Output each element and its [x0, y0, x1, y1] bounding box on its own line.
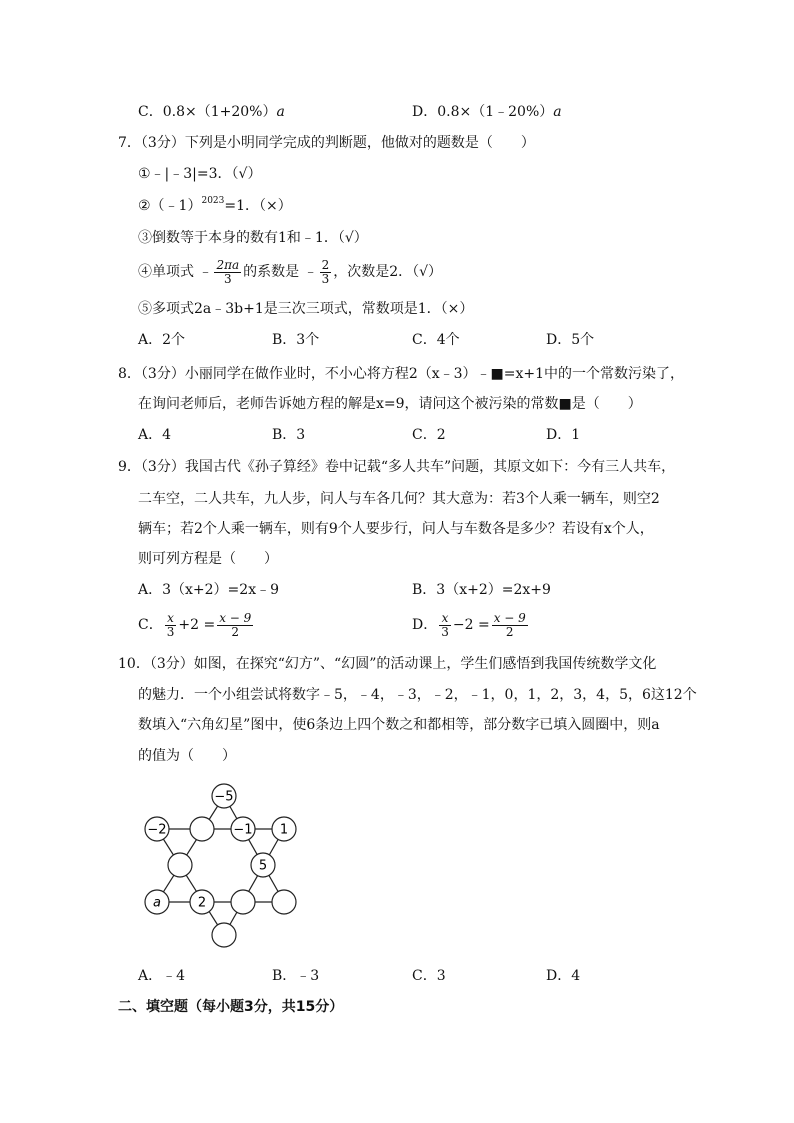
- q7-item-4-prefix: ④单项式 ﹣: [138, 264, 213, 280]
- q7-item-4-den-2: 3: [321, 271, 330, 286]
- edge-upper-right: [224, 796, 284, 902]
- q6-option-d-text: D．0.8×（1﹣20%）: [412, 104, 554, 120]
- q9-option-d: [412, 610, 530, 640]
- edge-upper-left: [157, 796, 224, 902]
- q7-option-a: A．2个: [138, 332, 186, 348]
- q7-item-3: ③倒数等于本身的数有1和﹣1．（√）: [138, 230, 368, 246]
- q10-line-1: 10．（3分）如图，在探究“幻方”、“幻圆”的活动课上，学生们感悟到我国传统数学文化: [118, 656, 657, 672]
- q7-stem: 7．（3分）下列是小明同学完成的判断题，他做对的题数是（ ）: [118, 135, 535, 151]
- q9-option-d-den-1: 3: [441, 624, 449, 639]
- q9-option-c-label: C．: [138, 617, 163, 633]
- q7-option-c: C．4个: [412, 332, 460, 348]
- q9-option-c-frac-2: [217, 612, 253, 639]
- q9-line-1: 9．（3分）我国古代《孙子算经》卷中记载“多人共车”问题，其原文如下：今有三人共车，: [118, 459, 676, 475]
- hexagram-node-circle: [231, 890, 255, 914]
- q10-line-2: 的魅力．一个小组尝试将数字﹣5，﹣4，﹣3，﹣2，﹣1，0，1，2，3，4，5，6这12个: [138, 687, 697, 703]
- q9-line-2: 二车空，二人共车，九人步，问人与车各几何？其大意为：若3个人乘一辆车，则空2: [138, 491, 660, 507]
- q10-option-b: B．﹣3: [272, 968, 320, 984]
- q9-line-4: 则可列方程是（ ）: [138, 551, 278, 567]
- hexagram-node-label: 2: [197, 895, 207, 911]
- q8-option-c: C．2: [412, 427, 446, 443]
- q9-option-c-num-2: x − 9: [219, 610, 252, 625]
- q7-item-4-fraction-1: [214, 259, 241, 286]
- hexagram-node-circle: [212, 923, 236, 947]
- q7-item-4-num-1: 2πa: [216, 257, 240, 272]
- q9-option-d-label: D．: [412, 617, 438, 633]
- q6-option-c-text: C．0.8×（1+20%）: [138, 104, 277, 120]
- q9-option-c-den-1: 3: [166, 624, 175, 639]
- q7-item-4-num-2: 2: [321, 257, 330, 272]
- q8-option-b: B．3: [272, 427, 306, 443]
- q7-item-5: ⑤多项式2a﹣3b+1是三次三项式，常数项是1．（×）: [138, 301, 474, 317]
- q7-item-4-den-1: 3: [223, 271, 232, 286]
- q9-option-d-frac-2: [492, 612, 528, 639]
- hexagram-node-label: a: [153, 895, 161, 911]
- q10-line-3: 数填入“六角幻星”图中，使6条边上四个数之和都相等，部分数字已填入圆圈中，则a: [138, 717, 660, 733]
- q9-option-a: A．3（x+2）=2x﹣9: [138, 582, 279, 598]
- q7-item-4-suffix: ，次数是2．（√）: [333, 264, 443, 280]
- hexagram-node-circle: [272, 890, 296, 914]
- q10-option-c: C．3: [412, 968, 446, 984]
- q10-line-4: 的值为（ ）: [138, 748, 236, 764]
- hexagram-node-circle: [190, 817, 214, 841]
- q7-item-2-base: ②（﹣1）: [138, 198, 202, 214]
- q9-option-b: B．3（x+2）=2x+9: [412, 582, 551, 598]
- hexagram-node-label: −1: [233, 822, 253, 838]
- hexagram-node-label: 1: [279, 822, 289, 838]
- q9-option-d-frac-1: [439, 612, 451, 639]
- q7-item-4-fraction-2: [320, 259, 332, 286]
- hexagram-node-circle: [168, 853, 192, 877]
- hexagram-node-label: −2: [147, 822, 167, 838]
- q8-line-2: 在询问老师后，老师告诉她方程的解是x=9，请问这个被污染的常数■是（ ）: [138, 396, 642, 412]
- q9-option-c-mid: +2 =: [178, 617, 216, 633]
- q7-option-b: B．3个: [272, 332, 320, 348]
- q8-option-a: A．4: [138, 427, 172, 443]
- q7-item-1: ①﹣|﹣3|=3．（√）: [138, 166, 262, 182]
- q7-option-d: D．5个: [546, 332, 595, 348]
- q6-option-c: [138, 103, 285, 121]
- q9-line-3: 辆车；若2个人乘一辆车，则有9个人要步行，问人与车数各是多少？若设有x个人，: [138, 521, 654, 537]
- q8-line-1: 8．（3分）小丽同学在做作业时，不小心将方程2（x﹣3）﹣■=x+1中的一个常数污染了，: [118, 366, 685, 382]
- q6-option-d: [412, 103, 562, 121]
- q9-option-c-den-2: 2: [231, 624, 240, 639]
- hexagram-figure: [140, 780, 310, 952]
- q10-option-a: A．﹣4: [138, 968, 186, 984]
- hexagram-node-label: 5: [258, 858, 268, 874]
- q7-item-4-middle: 的系数是 ﹣: [243, 264, 318, 280]
- q7-item-2: [138, 197, 292, 215]
- q9-option-d-den-2: 2: [505, 624, 514, 639]
- edge-lower-right: [224, 829, 284, 935]
- q9-option-d-num-1: x: [439, 612, 451, 626]
- q9-option-d-num-2: x − 9: [493, 610, 526, 625]
- hexagram-node-label: −5: [214, 789, 234, 805]
- q7-item-2-exponent: 2023: [201, 196, 225, 206]
- q9-option-c: [138, 610, 255, 640]
- q6-option-c-var: a: [276, 104, 285, 120]
- q6-option-d-var: a: [553, 104, 562, 120]
- section-2-heading: 二、填空题（每小题3分，共15分）: [118, 999, 344, 1015]
- q10-option-d: D．4: [546, 968, 581, 984]
- q9-option-c-num-1: x: [165, 612, 177, 626]
- q7-item-2-rest: =1．（×）: [224, 198, 292, 214]
- edge-lower-left: [157, 829, 224, 935]
- q8-option-d: D．1: [546, 427, 581, 443]
- q9-option-d-mid: −2 =: [452, 617, 490, 633]
- q7-item-4: [138, 258, 442, 286]
- q9-option-c-frac-1: [165, 612, 177, 639]
